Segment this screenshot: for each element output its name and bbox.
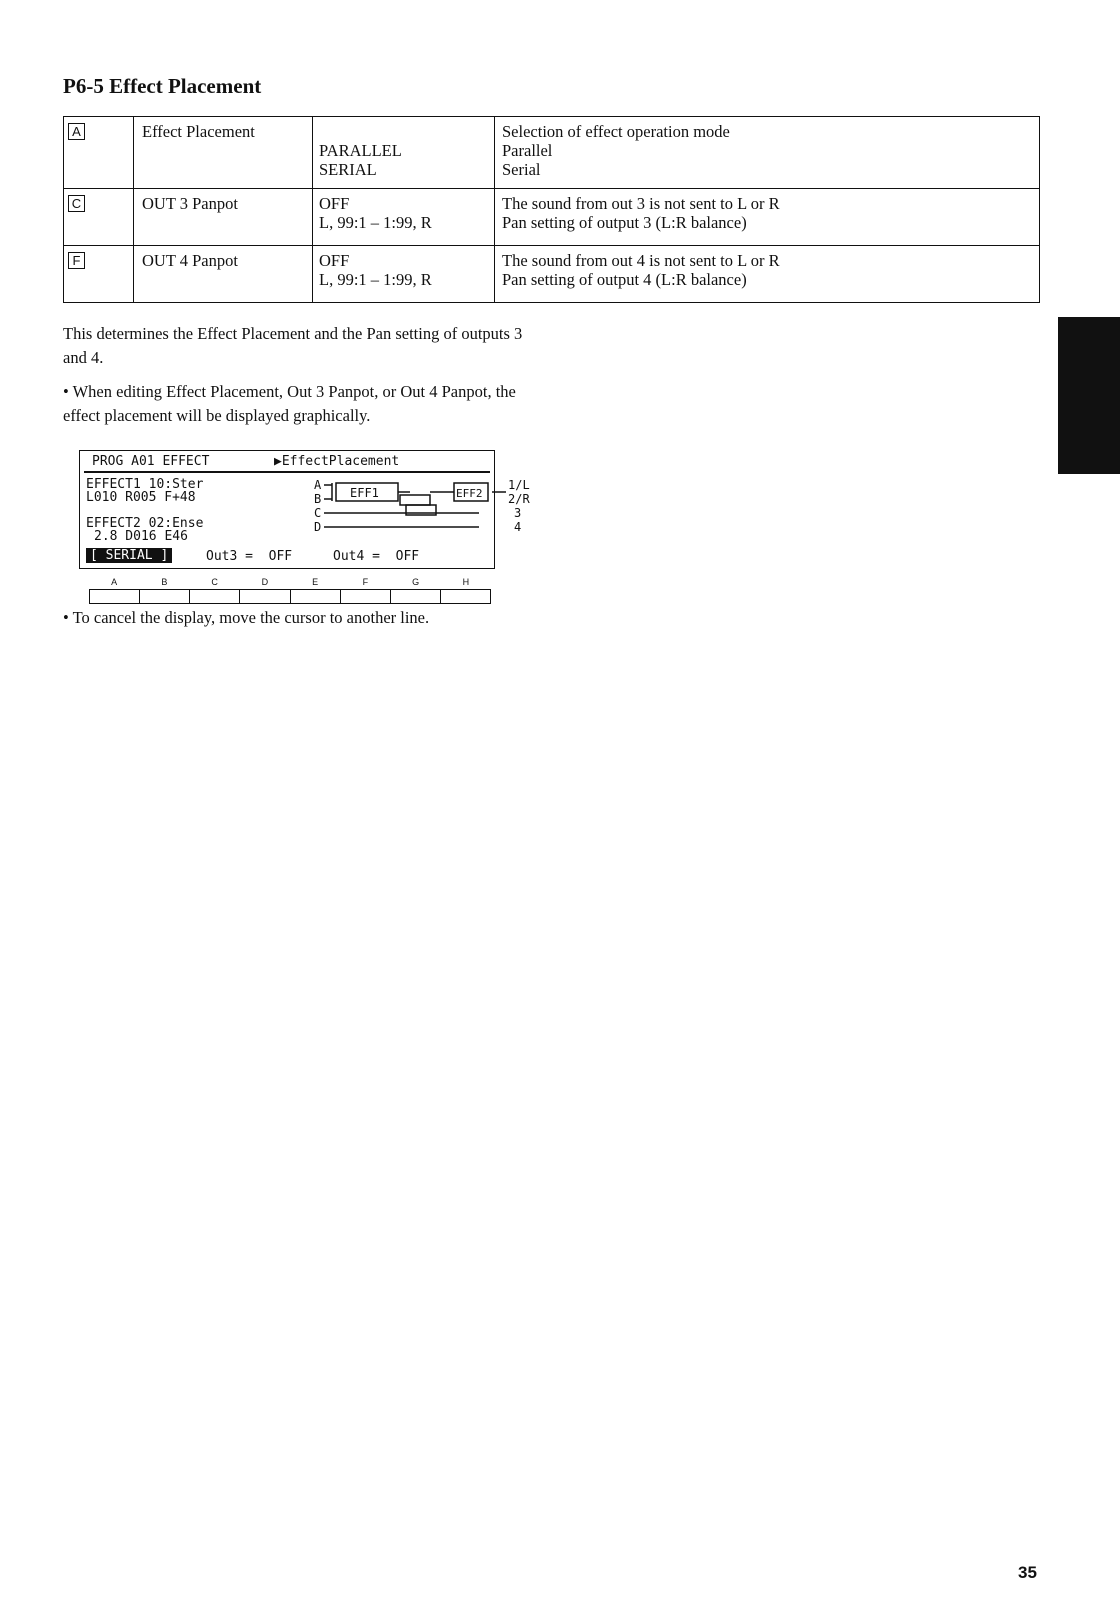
out4-panpot-value[interactable]: Out4 = OFF bbox=[333, 549, 420, 564]
parameter-values: OFF L, 99:1 – 1:99, R bbox=[313, 246, 495, 303]
lcd-effect2-line2: 2.8 D016 E46 bbox=[94, 529, 188, 544]
softkey-strip bbox=[89, 577, 491, 604]
lcd-effect1-line2: L010 R005 F+48 bbox=[86, 490, 196, 505]
softkey-d[interactable] bbox=[240, 590, 290, 603]
lcd-effect2-line1: EFFECT2 02:Ense bbox=[86, 516, 204, 531]
lcd-header-right: ▶EffectPlacement bbox=[274, 454, 400, 469]
eff2-label: EFF2 bbox=[456, 487, 483, 500]
parameter-description: The sound from out 3 is not sent to L or R Pan setting of output 3 (L:R balance) bbox=[495, 189, 1040, 246]
softkey-label-f: F bbox=[362, 577, 369, 587]
lcd-screen bbox=[79, 450, 530, 569]
softkey-h[interactable] bbox=[441, 590, 490, 603]
softkey-label-b: B bbox=[161, 577, 168, 587]
output-3-label: 3 bbox=[514, 506, 522, 520]
bullet-graphical-display: • When editing Effect Placement, Out 3 Panpot, or Out 4 Panpot, the effect placement will be displayed graphically. bbox=[63, 382, 516, 425]
lcd-divider bbox=[84, 471, 490, 473]
input-b-label: B bbox=[314, 492, 322, 506]
input-d-label: D bbox=[314, 520, 322, 534]
softkey-label-c: C bbox=[211, 577, 218, 587]
bullet-cancel-display: • To cancel the display, move the cursor to another line. bbox=[63, 608, 430, 627]
out3-panpot-value[interactable]: Out3 = OFF bbox=[206, 549, 293, 564]
table-row bbox=[64, 117, 1040, 189]
parameter-table bbox=[63, 116, 1040, 303]
parameter-name: OUT 3 Panpot bbox=[134, 189, 313, 246]
output-labels bbox=[492, 475, 554, 541]
effect-mode-selector[interactable]: [ SERIAL ] bbox=[86, 548, 172, 563]
lcd-header-left: PROG A01 EFFECT bbox=[92, 454, 210, 469]
softkey-label-d: D bbox=[261, 577, 269, 587]
page-number: 35 bbox=[1018, 1563, 1037, 1582]
softkey-a[interactable] bbox=[90, 590, 140, 603]
parameter-values: PARALLEL SERIAL bbox=[313, 117, 495, 189]
softkey-label-e: E bbox=[312, 577, 319, 587]
table-row bbox=[64, 246, 1040, 303]
key-label: C bbox=[68, 195, 85, 212]
intro-paragraph: This determines the Effect Placement and the Pan setting of outputs 3 and 4. bbox=[63, 324, 523, 367]
input-c-label: C bbox=[314, 506, 322, 520]
key-label: A bbox=[68, 123, 85, 140]
parameter-description: Selection of effect operation mode Parallel Serial bbox=[495, 117, 1040, 189]
output-4-label: 4 bbox=[514, 520, 522, 534]
output-1-label: 1/L bbox=[508, 478, 530, 492]
softkey-f[interactable] bbox=[341, 590, 391, 603]
parameter-values: OFF L, 99:1 – 1:99, R bbox=[313, 189, 495, 246]
key-label: F bbox=[68, 252, 85, 269]
softkey-label-h: H bbox=[462, 577, 470, 587]
table-row bbox=[64, 189, 1040, 246]
lcd-effect1-line1: EFFECT1 10:Ster bbox=[86, 477, 204, 492]
page-title: P6-5 Effect Placement bbox=[63, 74, 262, 98]
softkey-b[interactable] bbox=[140, 590, 190, 603]
eff2-label-layer bbox=[452, 475, 492, 541]
softkey-g[interactable] bbox=[391, 590, 441, 603]
softkey-label-g: G bbox=[412, 577, 420, 587]
input-a-label: A bbox=[314, 478, 322, 492]
softkey-e[interactable] bbox=[291, 590, 341, 603]
eff1-label: EFF1 bbox=[350, 486, 379, 500]
softkey-c[interactable] bbox=[190, 590, 240, 603]
softkey-label-a: A bbox=[111, 577, 118, 587]
parameter-description: The sound from out 4 is not sent to L or R Pan setting of output 4 (L:R balance) bbox=[495, 246, 1040, 303]
output-2-label: 2/R bbox=[508, 492, 530, 506]
section-thumb-tab bbox=[1058, 317, 1120, 474]
parameter-name: OUT 4 Panpot bbox=[134, 246, 313, 303]
parameter-name: Effect Placement bbox=[134, 117, 313, 189]
